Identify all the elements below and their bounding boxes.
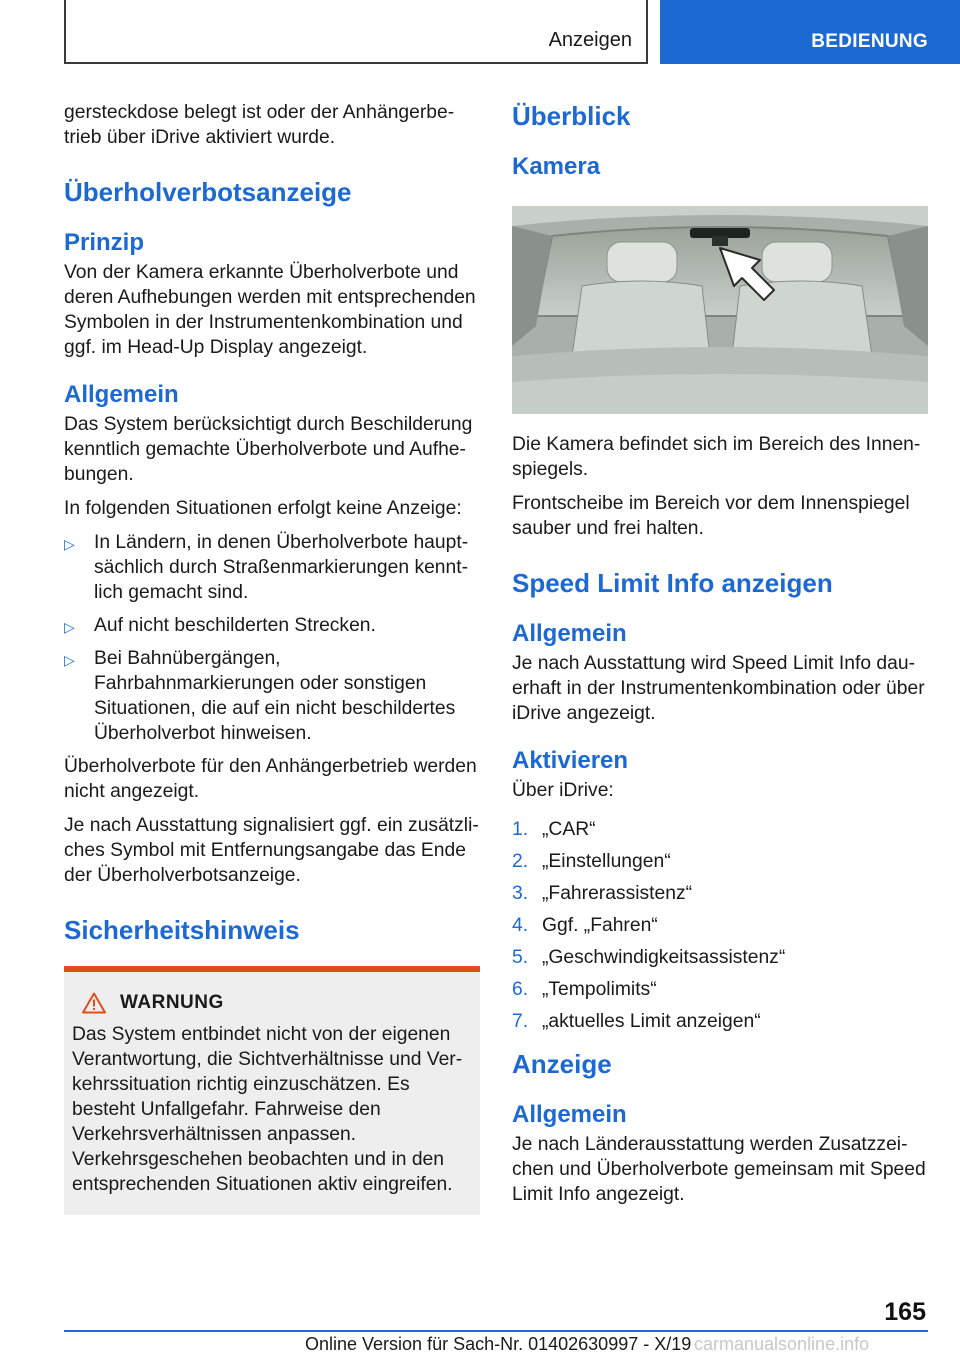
left-column (64, 100, 480, 1215)
step-item: 2. „Einstellungen“ (512, 851, 671, 872)
step-item: 4. Ggf. „Fahren“ (512, 915, 658, 936)
list-item: ▷ In Ländern, in denen Überholverbote hauptsächlich durch Straßenmarkierungen kenntlich gemacht sind. (64, 532, 469, 603)
chapter-title: BEDIENUNG (811, 31, 928, 52)
heading-principle: Prinzip (64, 229, 145, 256)
speed-general-text: Je nach Ausstattung wird Speed Limit Info dauerhaft in der Instrumentenkombination oder über iDrive angezeigt. (512, 653, 925, 724)
principle-text: Von der Kamera erkannte Überholverbote und deren Aufhebungen werden mit entsprechenden Symbolen in der Instrumentenkombination und ggf. im Head-Up Display angezeigt. (64, 262, 476, 358)
warning-box (64, 966, 480, 1215)
intro-text: gersteckdose belegt ist oder der Anhängerbetrieb über iDrive aktiviert wurde. (64, 102, 455, 148)
activation-steps (512, 817, 930, 1034)
step-item: 1. „CAR“ (512, 819, 596, 840)
section-title: Anzeigen (548, 29, 632, 51)
warning-title: WARNUNG (120, 992, 224, 1013)
chapter-tab (660, 0, 960, 64)
heading-overtaking: Überholverbotsanzeige (64, 177, 352, 207)
no-display-list (64, 530, 480, 746)
step-item: 7. „aktuelles Limit anzeigen“ (512, 1011, 761, 1032)
triangle-bullet-icon: ▷ (64, 536, 75, 552)
display-text: Je nach Länderausstattung werden Zusatzzeichen und Überholverbote gemeinsam mit Speed Limit Info angezeigt. (512, 1134, 926, 1205)
page-number: 165 (884, 1298, 926, 1326)
triangle-bullet-icon: ▷ (64, 619, 75, 635)
step-item: 6. „Tempolimits“ (512, 979, 657, 1000)
warning-triangle-icon (82, 992, 106, 1014)
via-idrive-text: Über iDrive: (512, 780, 614, 801)
heading-general: Allgemein (64, 381, 179, 408)
trailer-text: Überholverbote für den Anhängerbetrieb werden nicht angezeigt. (64, 756, 477, 802)
heading-speed-limit: Speed Limit Info anzeigen (512, 568, 833, 598)
heading-speed-general: Allgemein (512, 620, 627, 647)
heading-safety: Sicherheitshinweis (64, 915, 300, 945)
warning-text: Das System entbindet nicht von der eigenen Verantwortung, die Sichtverhältnisse und Verkehrssituation richtig einzuschätzen. Es besteht Unfallgefahr. Fahrweise den Verkehrsverhältnissen anpassen. Verkehrsgeschehen beobachten und in den entsprechenden Situationen aktiv eingreifen. (72, 1024, 463, 1195)
camera-caption: Die Kamera befindet sich im Bereich des Innenspiegels. (512, 434, 921, 480)
heading-camera: Kamera (512, 153, 601, 180)
triangle-bullet-icon: ▷ (64, 652, 75, 668)
heading-display-general: Allgemein (512, 1101, 627, 1128)
general-text: Das System berücksichtigt durch Beschilderung kenntlich gemachte Überholverbote und Aufhebungen. (64, 414, 473, 485)
extra-symbol-text: Je nach Ausstattung signalisiert ggf. ein zusätzliches Symbol mit Entfernungsangabe das Ende der Überholverbotsanzeige. (64, 815, 479, 886)
no-display-intro: In folgenden Situationen erfolgt keine Anzeige: (64, 498, 462, 519)
step-item: 3. „Fahrerassistenz“ (512, 883, 693, 904)
footer-rule (64, 1330, 928, 1332)
header-frame (64, 0, 648, 64)
list-item: ▷ Bei Bahnübergängen, Fahrbahnmarkierungen oder sonstigen Situationen, die auf ein nicht beschildertes Überholverbot hinweisen. (64, 648, 456, 744)
camera-location-image (512, 206, 928, 414)
heading-activate: Aktivieren (512, 747, 629, 774)
step-item: 5. „Geschwindigkeitsassistenz“ (512, 947, 786, 968)
heading-overview: Überblick (512, 101, 631, 131)
windshield-text: Frontscheibe im Bereich vor dem Innenspiegel sauber und frei halten. (512, 493, 910, 539)
watermark: carmanualsonline.info (694, 1334, 870, 1354)
list-item: ▷ Auf nicht beschilderten Strecken. (64, 613, 480, 638)
right-column (512, 100, 930, 1207)
online-version-text: Online Version für Sach-Nr. 01402630997 - X/19 (305, 1334, 692, 1354)
heading-display: Anzeige (512, 1049, 612, 1079)
